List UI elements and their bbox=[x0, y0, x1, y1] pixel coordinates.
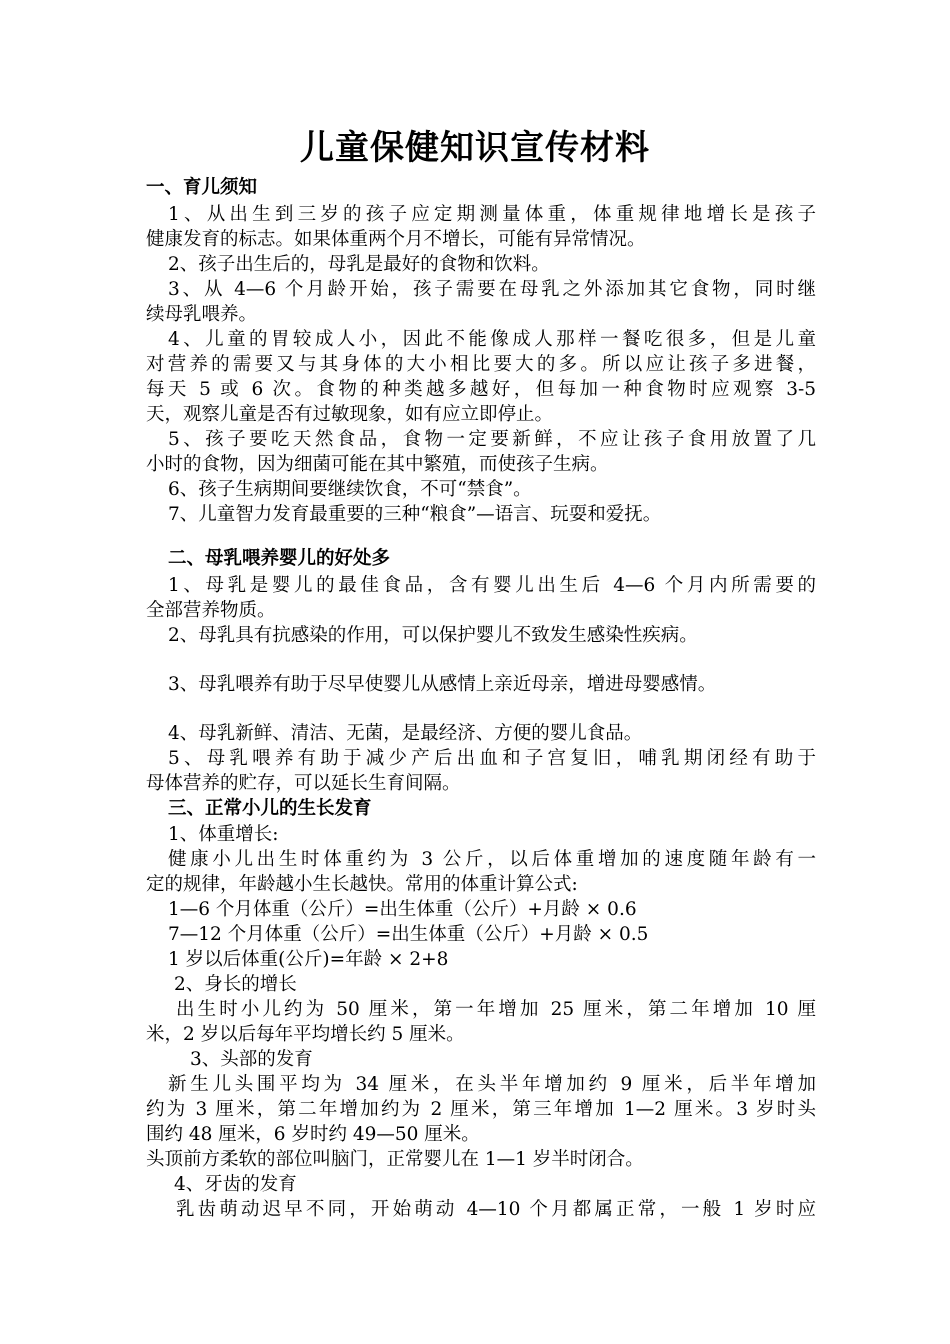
paragraph-line: 7—12 个月体重（公斤）=出生体重（公斤）+月龄 × 0.5 bbox=[168, 924, 649, 945]
document-title: 儿童保健知识宣传材料 bbox=[300, 128, 650, 168]
section-heading: 一、育儿须知 bbox=[146, 177, 258, 198]
paragraph-line: 1—6 个月体重（公斤）=出生体重（公斤）+月龄 × 0.6 bbox=[168, 899, 637, 920]
paragraph-line: 6、孩子生病期间要继续饮食，不可“禁食”。 bbox=[168, 479, 532, 500]
paragraph-line: 4、母乳新鲜、清洁、无菌，是最经济、方便的婴儿食品。 bbox=[168, 723, 643, 744]
paragraph-line: 出生时小儿约为 50 厘米，第一年增加 25 厘米，第二年增加 10 厘 bbox=[176, 999, 816, 1020]
section-heading: 二、母乳喂养婴儿的好处多 bbox=[168, 548, 391, 569]
paragraph-line: 7、儿童智力发育最重要的三种“粮食”—语言、玩耍和爱抚。 bbox=[168, 504, 662, 525]
paragraph-line: 3、头部的发育 bbox=[190, 1049, 313, 1070]
paragraph-line: 5、母乳喂养有助于减少产后出血和子宫复旧，哺乳期闭经有助于 bbox=[168, 748, 816, 769]
paragraph-line: 围约 48 厘米，6 岁时约 49—50 厘米。 bbox=[146, 1124, 480, 1145]
paragraph-line: 续母乳喂养。 bbox=[146, 304, 258, 325]
paragraph-line: 1、母乳是婴儿的最佳食品，含有婴儿出生后 4—6 个月内所需要的 bbox=[168, 575, 816, 596]
paragraph-line: 4、牙齿的发育 bbox=[174, 1174, 297, 1195]
paragraph-line: 4、儿童的胃较成人小，因此不能像成人那样一餐吃很多，但是儿童 bbox=[168, 329, 816, 350]
paragraph-line: 1、从出生到三岁的孩子应定期测量体重，体重规律地增长是孩子 bbox=[168, 204, 816, 225]
paragraph-line: 新生儿头围平均为 34 厘米，在头半年增加约 9 厘米，后半年增加 bbox=[168, 1074, 816, 1095]
paragraph-line: 约为 3 厘米，第二年增加约为 2 厘米，第三年增加 1—2 厘米。3 岁时头 bbox=[146, 1099, 816, 1120]
paragraph-line: 定的规律，年龄越小生长越快。常用的体重计算公式: bbox=[146, 874, 578, 895]
paragraph-line: 米，2 岁以后每年平均增长约 5 厘米。 bbox=[146, 1024, 465, 1045]
paragraph-line: 每天 5 或 6 次。食物的种类越多越好，但每加一种食物时应观察 3-5 bbox=[146, 379, 816, 400]
paragraph-line: 对营养的需要又与其身体的大小相比要大的多。所以应让孩子多进餐， bbox=[146, 354, 816, 375]
paragraph-line: 2、母乳具有抗感染的作用，可以保护婴儿不致发生感染性疾病。 bbox=[168, 625, 698, 646]
paragraph-line: 健康发育的标志。如果体重两个月不增长，可能有异常情况。 bbox=[146, 229, 646, 250]
paragraph-line: 母体营养的贮存，可以延长生育间隔。 bbox=[146, 773, 461, 794]
paragraph-line: 天，观察儿童是否有过敏现象，如有应立即停止。 bbox=[146, 404, 554, 425]
section-heading: 三、正常小儿的生长发育 bbox=[168, 798, 372, 819]
paragraph-line: 健康小儿出生时体重约为 3 公斤，以后体重增加的速度随年龄有一 bbox=[168, 849, 816, 870]
paragraph-line: 2、孩子出生后的，母乳是最好的食物和饮料。 bbox=[168, 254, 550, 275]
paragraph-line: 5、孩子要吃天然食品，食物一定要新鲜，不应让孩子食用放置了几 bbox=[168, 429, 816, 450]
paragraph-line: 乳齿萌动迟早不同，开始萌动 4—10 个月都属正常，一般 1 岁时应 bbox=[176, 1199, 816, 1220]
paragraph-line: 2、身长的增长 bbox=[174, 974, 297, 995]
paragraph-line: 1 岁以后体重(公斤)=年龄 × 2+8 bbox=[168, 949, 449, 970]
paragraph-line: 全部营养物质。 bbox=[146, 600, 276, 621]
paragraph-line: 3、从 4—6 个月龄开始，孩子需要在母乳之外添加其它食物，同时继 bbox=[168, 279, 816, 300]
paragraph-line: 1、体重增长: bbox=[168, 824, 279, 845]
paragraph-line: 3、母乳喂养有助于尽早使婴儿从感情上亲近母亲，增进母婴感情。 bbox=[168, 674, 717, 695]
paragraph-line: 头顶前方柔软的部位叫脑门，正常婴儿在 1—1 岁半时闭合。 bbox=[146, 1149, 644, 1170]
paragraph-line: 小时的食物，因为细菌可能在其中繁殖，而使孩子生病。 bbox=[146, 454, 609, 475]
